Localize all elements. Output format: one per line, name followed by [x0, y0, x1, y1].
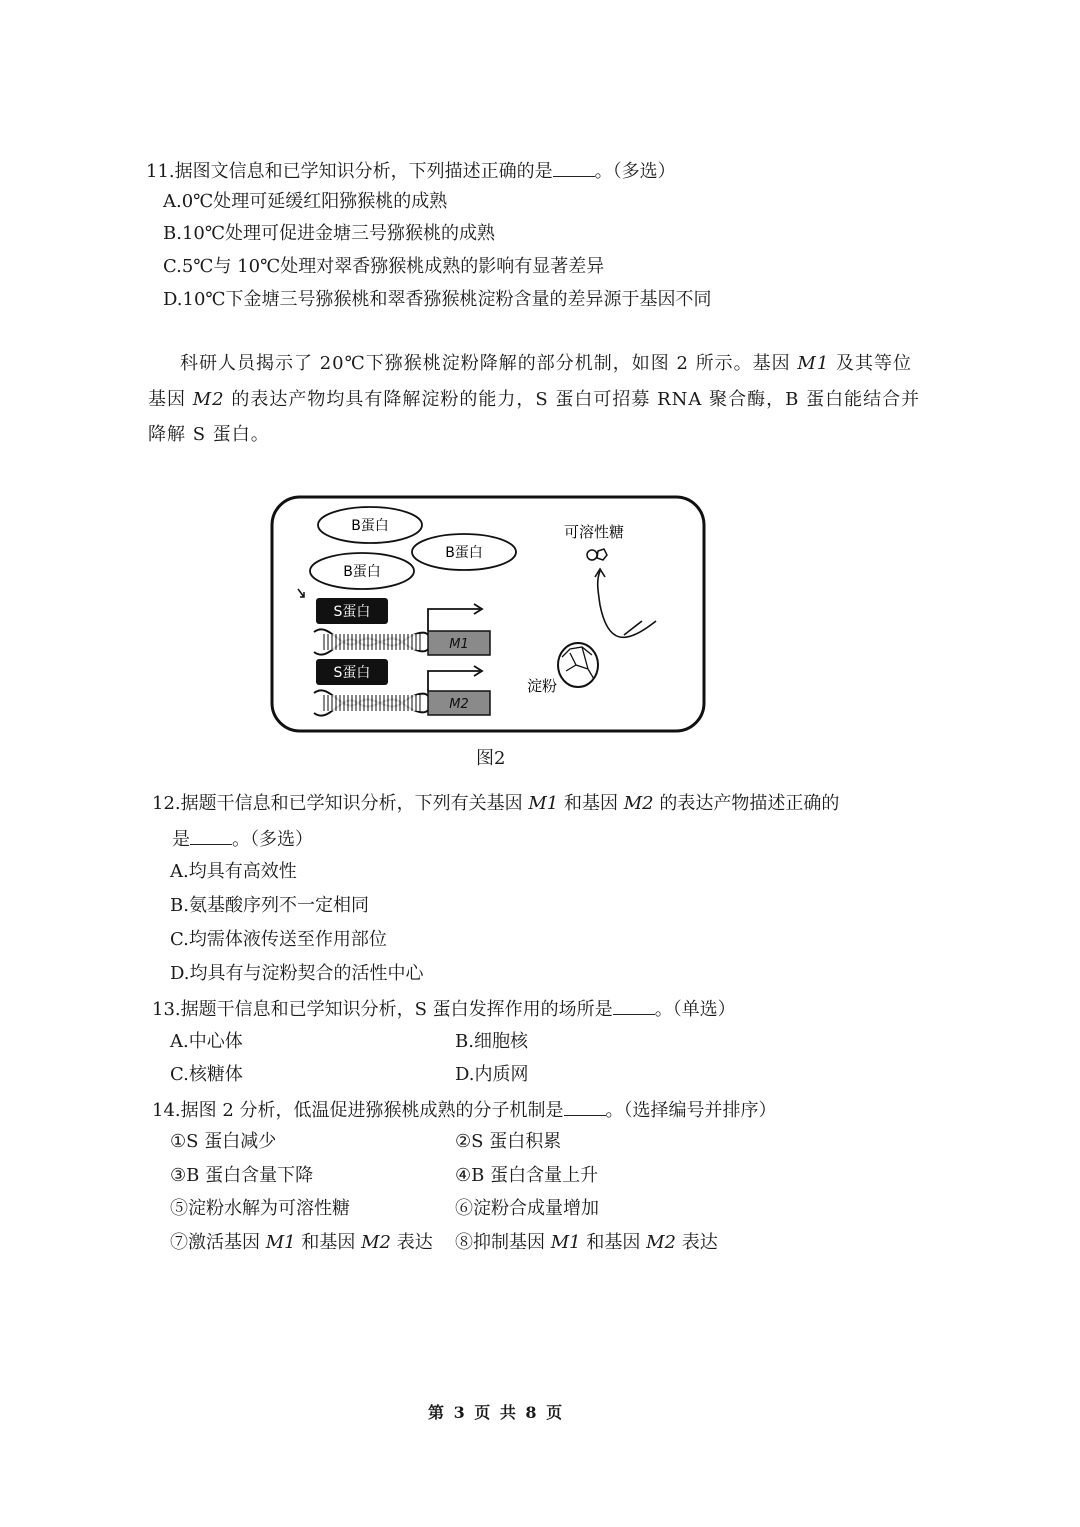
q14-item-3: ③B 蛋白含量下降 — [170, 1165, 314, 1186]
passage-line-3: 降解 S 蛋白。 — [148, 424, 270, 445]
answer-blank[interactable] — [613, 996, 655, 1015]
q14-item-2: ②S 蛋白积累 — [455, 1131, 562, 1152]
svg-text:S蛋白: S蛋白 — [333, 665, 371, 681]
answer-blank[interactable] — [553, 158, 595, 177]
passage-line-1: 科研人员揭示了 20℃下猕猴桃淀粉降解的部分机制，如图 2 所示。基因 M1 及其等位 — [180, 353, 913, 374]
q14-stem: 14.据图 2 分析，低温促进猕猴桃成熟的分子机制是 。（选择编号并排序） — [152, 1097, 777, 1123]
passage-line-2: 基因 M2 的表达产物均具有降解淀粉的能力，S 蛋白可招募 RNA 聚合酶，B 蛋白能结合并 — [148, 389, 921, 410]
answer-blank[interactable] — [190, 826, 232, 845]
b-protein-3 — [310, 553, 414, 589]
starch-label: 淀粉 — [526, 677, 558, 695]
b-protein-1 — [318, 507, 422, 543]
starch-granule-icon — [558, 643, 598, 687]
q13-option-b: B.细胞核 — [455, 1031, 528, 1052]
b-protein-2 — [412, 534, 516, 570]
q14-item-1: ①S 蛋白减少 — [170, 1131, 277, 1152]
q14-item-6: ⑥淀粉合成量增加 — [455, 1198, 599, 1219]
q12-option-a: A.均具有高效性 — [170, 861, 297, 882]
q12-stem-line-2: 是 。（多选） — [172, 826, 313, 852]
answer-blank[interactable] — [564, 1097, 606, 1116]
q14-item-5: ⑤淀粉水解为可溶性糖 — [170, 1198, 350, 1219]
svg-text:M1: M1 — [449, 637, 469, 652]
q12-option-d: D.均具有与淀粉契合的活性中心 — [170, 963, 424, 984]
figure-2-diagram — [270, 495, 706, 735]
q11-option-d: D.10℃下金塘三号猕猴桃和翠香猕猴桃淀粉含量的差异源于基因不同 — [163, 289, 712, 310]
s-protein-2 — [316, 659, 388, 685]
q13-option-a: A.中心体 — [170, 1031, 243, 1052]
svg-text:B蛋白: B蛋白 — [351, 518, 389, 534]
soluble-sugar-label: 可溶性糖 — [563, 523, 625, 541]
s-protein-1 — [316, 598, 388, 624]
svg-text:B蛋白: B蛋白 — [445, 545, 483, 561]
q14-item-8: ⑧抑制基因 M1 和基因 M2 表达 — [455, 1232, 718, 1253]
q13-stem: 13.据题干信息和已学知识分析，S 蛋白发挥作用的场所是 。（单选） — [152, 996, 736, 1022]
q11-stem: 11.据图文信息和已学知识分析，下列描述正确的是 。（多选） — [146, 158, 676, 184]
svg-text:S蛋白: S蛋白 — [333, 604, 371, 620]
svg-text:B蛋白: B蛋白 — [343, 564, 381, 580]
gene-m2 — [428, 691, 490, 715]
page-footer: 第 3 页 共 8 页 — [428, 1403, 565, 1422]
figure-caption: 图2 — [476, 748, 506, 769]
q11-option-b: B.10℃处理可促进金塘三号猕猴桃的成熟 — [163, 223, 495, 244]
q13-option-c: C.核糖体 — [170, 1064, 243, 1085]
q11-option-a: A.0℃处理可延缓红阳猕猴桃的成熟 — [163, 191, 448, 212]
svg-text:M2: M2 — [449, 697, 469, 712]
q14-item-4: ④B 蛋白含量上升 — [455, 1165, 599, 1186]
q12-option-b: B.氨基酸序列不一定相同 — [170, 895, 369, 916]
q11-option-c: C.5℃与 10℃处理对翠香猕猴桃成熟的影响有显著差异 — [163, 256, 605, 277]
gene-m1 — [428, 631, 490, 655]
q12-stem: 12.据题干信息和已学知识分析，下列有关基因 M1 和基因 M2 的表达产物描述正确的 — [152, 793, 840, 814]
q13-option-d: D.内质网 — [455, 1064, 529, 1085]
q14-item-7: ⑦激活基因 M1 和基因 M2 表达 — [170, 1232, 433, 1253]
q12-option-c: C.均需体液传送至作用部位 — [170, 929, 387, 950]
